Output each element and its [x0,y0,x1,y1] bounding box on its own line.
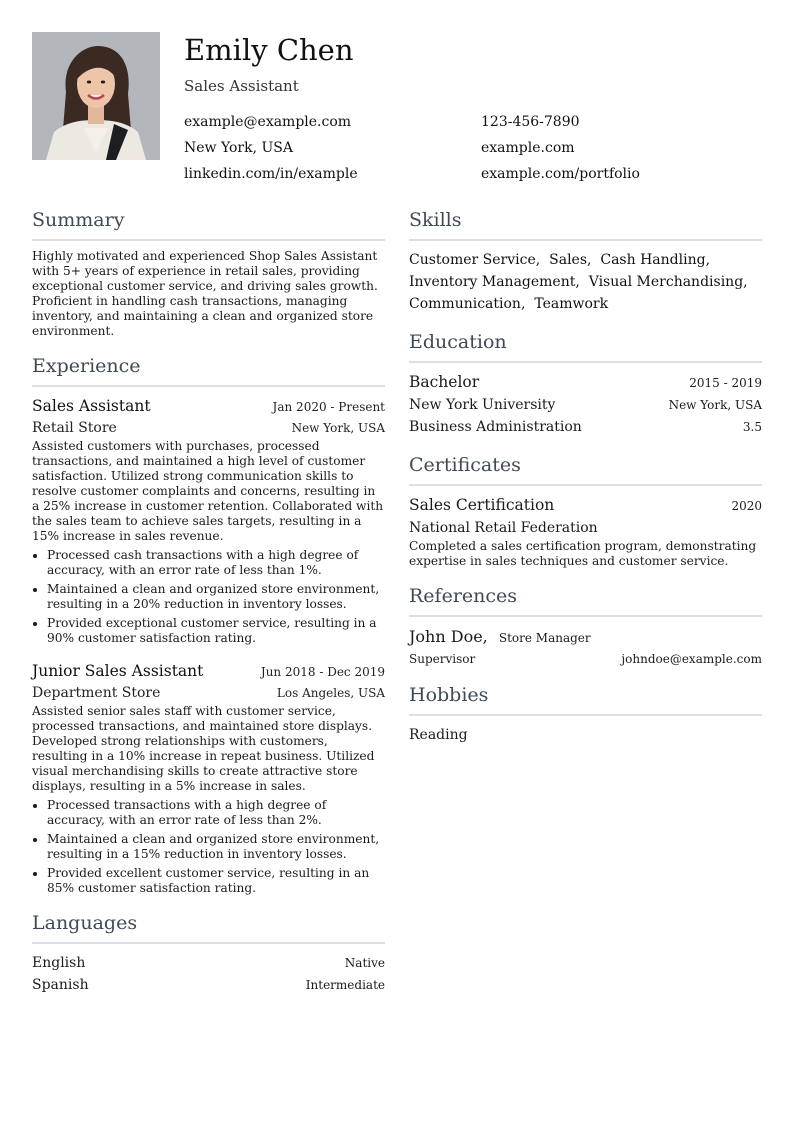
experience-entry [32,660,385,896]
section-title-references: References [409,585,518,607]
summary-section [32,207,385,339]
skill-item: Customer Service [409,252,536,268]
section-title-skills: Skills [409,209,462,231]
section-divider [409,484,762,486]
contact-email[interactable]: example@example.com [184,114,352,130]
certificate-description: Completed a sales certification program, demonstrating expertise in sales techniques and customer service. [409,539,757,568]
contact-location: New York, USA [184,140,293,156]
certificate-name: Sales Certification [409,496,555,514]
reference-role: Store Manager [498,631,591,645]
job-description: Assisted senior sales staff with customer service, processed transactions, and maintained store displays. Developed strong relationships with customers, resulting in a 10% increase in repeat business. Utilized visual merchandising skills to create attractive store displays, resulting in a 5% increase in sales. [32,704,375,793]
right-column [409,207,762,760]
language-name: Spanish [32,977,89,993]
job-achievements [32,798,385,896]
language-level: Native [344,956,385,970]
candidate-name: Emily Chen [184,33,354,67]
language-level: Intermediate [305,978,385,992]
skill-item: Visual Merchandising [588,274,744,290]
section-title-languages: Languages [32,912,138,934]
achievement-item: • Processed cash transactions with a high degree of accuracy, with an error rate of less than 1%. [47,548,385,578]
education-degree: Bachelor [409,373,480,391]
skills-section [409,207,762,315]
language-name: English [32,955,86,971]
job-dates: Jun 2018 - Dec 2019 [260,665,385,679]
reference-name: John Doe, [409,627,488,646]
contact-phone[interactable]: 123-456-7890 [481,114,580,130]
hobby-item: Reading [409,727,468,743]
achievement-item: • Maintained a clean and organized store environment, resulting in a 15% reduction in inventory losses. [47,832,385,862]
section-divider [32,385,385,387]
experience-section [32,353,385,896]
education-gpa: 3.5 [742,420,762,434]
skill-item: Inventory Management [409,274,576,290]
language-item [32,974,385,996]
section-divider [409,361,762,363]
job-location: New York, USA [291,421,385,435]
reference-relation: Supervisor [409,652,476,666]
job-location: Los Angeles, USA [276,686,385,700]
section-divider [409,714,762,716]
job-description: Assisted customers with purchases, processed transactions, and maintained a high level of customer satisfaction. Utilized strong communication skills to resolve customer complaints and concerns, resulting in a 25% increase in customer retention. Collaborated with the sales team to achieve sales targets, resulting in a 15% increase in sales revenue. [32,439,384,543]
education-field: Business Administration [409,419,582,435]
section-divider [32,239,385,241]
section-title-hobbies: Hobbies [409,684,489,706]
language-item [32,952,385,974]
certificate-issuer: National Retail Federation [409,520,598,536]
education-location: New York, USA [668,398,762,412]
contact-portfolio[interactable]: example.com/portfolio [481,166,640,182]
certificates-section [409,452,762,569]
certificate-year: 2020 [731,499,762,513]
skill-item: Teamwork [534,296,609,312]
section-divider [409,239,762,241]
education-section [409,329,762,438]
left-column [32,207,385,1010]
education-school: New York University [409,397,556,413]
job-achievements [32,548,385,646]
section-divider [32,942,385,944]
education-dates: 2015 - 2019 [689,376,762,390]
section-title-certificates: Certificates [409,454,521,476]
achievement-item: • Provided excellent customer service, resulting in an 85% customer satisfaction rating. [47,866,385,896]
section-title-summary: Summary [32,209,125,231]
achievement-item: • Processed transactions with a high degree of accuracy, with an error rate of less than 2%. [47,798,385,828]
header-text [184,32,762,182]
experience-entry [32,395,385,646]
reference-email[interactable]: johndoe@example.com [621,652,762,666]
languages-section [32,910,385,996]
profile-photo [32,32,160,160]
hobbies-section [409,682,762,746]
skill-item: Communication [409,296,521,312]
section-divider [409,615,762,617]
skills-list: Customer Service, Sales, Cash Handling, Inventory Management, Visual Merchandising, Communication, Teamwork [409,252,748,312]
section-title-experience: Experience [32,355,141,377]
resume-page [32,32,762,993]
job-company: Retail Store [32,420,117,436]
skill-item: Cash Handling [600,252,706,268]
candidate-role: Sales Assistant [184,77,299,95]
achievement-item: • Provided exceptional customer service, resulting in a 90% customer satisfaction rating. [47,616,385,646]
references-section [409,583,762,668]
resume-header [32,32,762,197]
job-company: Department Store [32,685,161,701]
contact-linkedin[interactable]: linkedin.com/in/example [184,166,358,182]
summary-text: Highly motivated and experienced Shop Sales Assistant with 5+ years of experience in retail sales, providing exceptional customer service, and driving sales growth. Proficient in handling cash transactions, managing inventory, and maintaining a clean and organized store environment. [32,249,378,338]
job-title: Junior Sales Assistant [32,662,204,680]
skill-item: Sales [549,252,588,268]
section-title-education: Education [409,331,507,353]
job-title: Sales Assistant [32,397,151,415]
contact-website[interactable]: example.com [481,140,575,156]
job-dates: Jan 2020 - Present [272,400,385,414]
achievement-item: • Maintained a clean and organized store environment, resulting in a 20% reduction in inventory losses. [47,582,385,612]
